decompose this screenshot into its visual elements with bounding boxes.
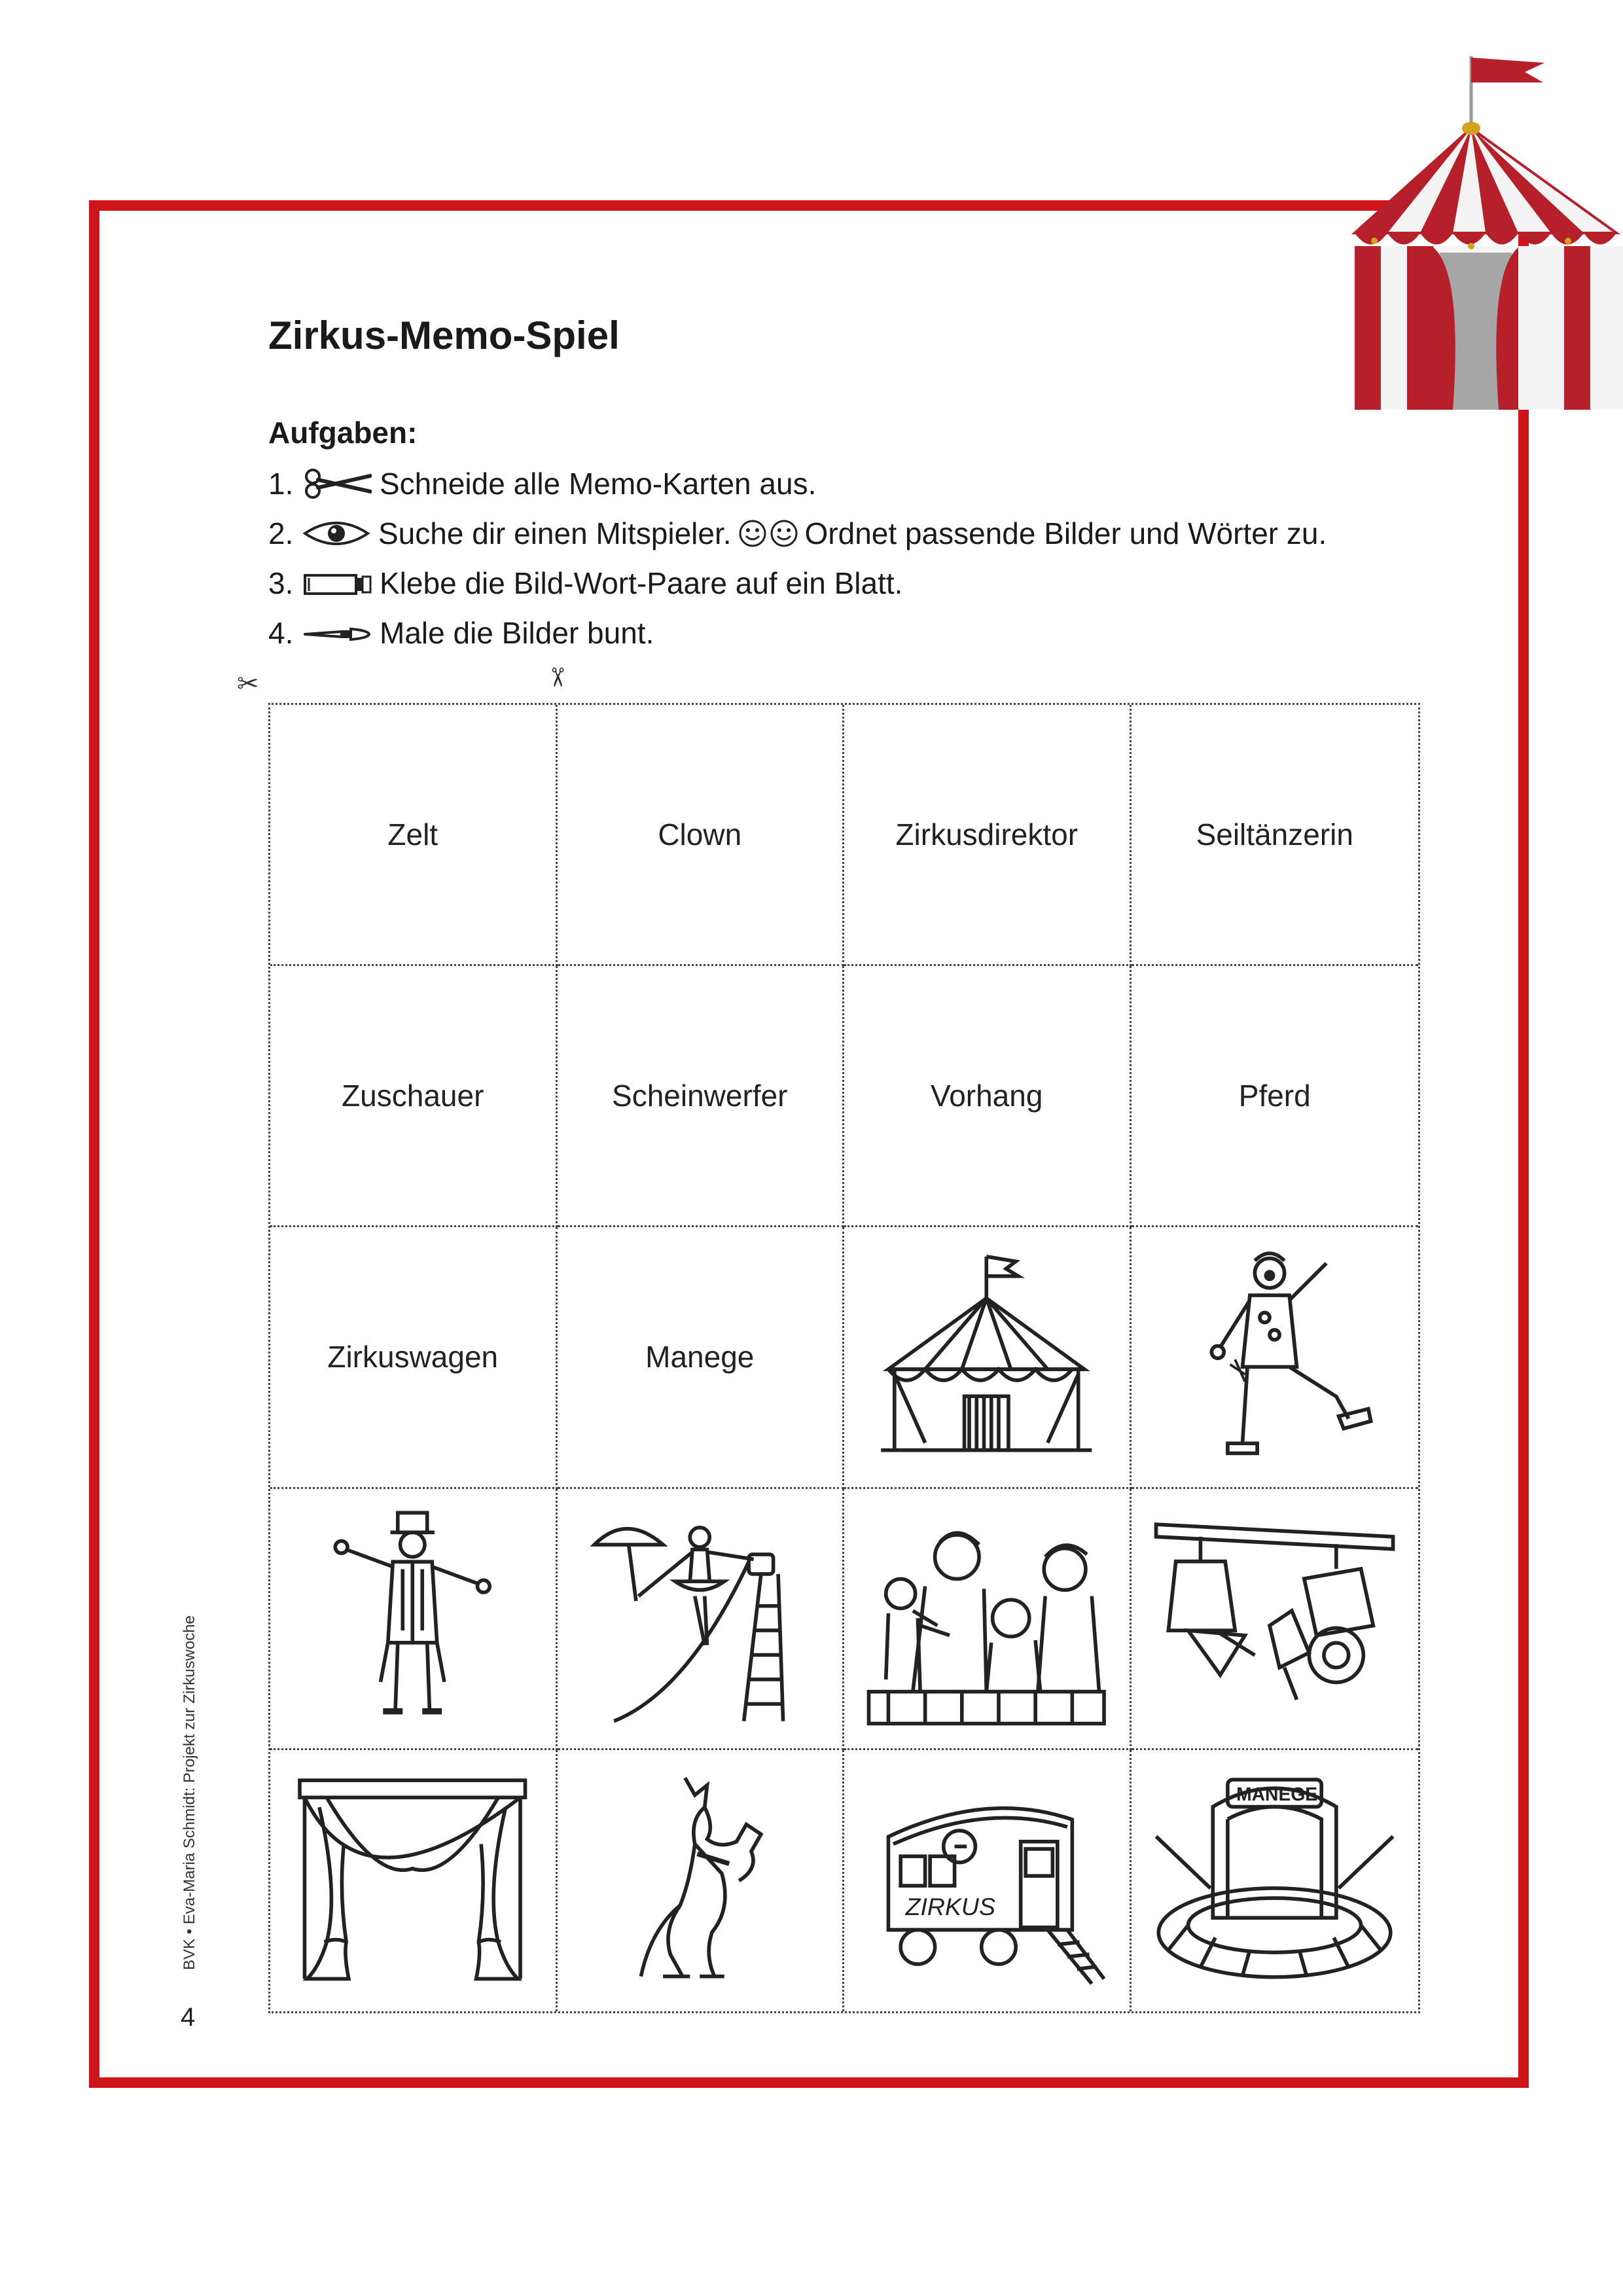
memo-card-picture [1132, 1750, 1419, 2011]
task-number: 4. [268, 616, 294, 650]
card-word: Vorhang [931, 1079, 1043, 1113]
memo-card-word [844, 705, 1132, 966]
memo-card-word [270, 1227, 558, 1488]
paintbrush-icon [302, 617, 372, 649]
spotlights-icon [1151, 1507, 1398, 1730]
card-word: Clown [658, 817, 742, 852]
memo-card-picture [558, 1750, 845, 2011]
task-text: Klebe die Bild-Wort-Paare auf ein Blatt. [380, 566, 903, 600]
card-word: Manege [645, 1340, 755, 1374]
memo-card-word [1132, 705, 1419, 966]
circus-ring-icon [1151, 1768, 1398, 1993]
page-number: 4 [181, 2003, 196, 2032]
memo-card-word [270, 705, 558, 966]
task-1 [268, 461, 816, 507]
side-credit: BVK • Eva-Maria Schmidt: Projekt zur Zirkuswoche [181, 1615, 198, 1970]
task-text-after: Ordnet passende Bilder und Wörter zu. [804, 516, 1327, 550]
memo-card-picture [844, 1489, 1132, 1750]
wagon-sign-text: ZIRKUS [906, 1892, 996, 1920]
worksheet-title: Zirkus-Memo-Spiel [268, 314, 620, 357]
circus-tent-icon [864, 1246, 1109, 1469]
tightrope-walker-icon [577, 1507, 823, 1730]
task-text: Schneide alle Memo-Karten aus. [380, 467, 817, 501]
ring-sign-text: MANEGE [1236, 1783, 1318, 1804]
memo-card-word [844, 966, 1132, 1227]
task-text-before: Suche dir einen Mitspieler. [378, 516, 732, 550]
card-word: Zirkusdirektor [895, 817, 1079, 852]
task-4 [268, 610, 654, 656]
memo-card-word [1132, 966, 1419, 1227]
task-number: 1. [268, 467, 294, 501]
memo-card-picture [270, 1750, 558, 2011]
memo-card-word [270, 966, 558, 1227]
card-word: Seiltänzerin [1196, 817, 1353, 852]
cut-mark-scissors-icon: ✂ [237, 670, 259, 698]
scissors-icon [302, 468, 372, 499]
memo-card-picture [844, 1227, 1132, 1488]
task-3 [268, 560, 902, 606]
task-number: 2. [268, 516, 294, 550]
card-word: Scheinwerfer [612, 1079, 788, 1113]
card-word: Zirkuswagen [327, 1340, 499, 1374]
rearing-horse-icon [577, 1768, 823, 1993]
memo-card-word [558, 705, 845, 966]
task-number: 3. [268, 566, 294, 600]
circus-tent-decoration-icon [1348, 56, 1623, 410]
tasks-heading: Aufgaben: [268, 416, 418, 450]
glue-tube-icon [302, 567, 372, 599]
memo-card-picture [844, 1750, 1132, 2011]
memo-card-picture [558, 1489, 845, 1750]
card-word: Zelt [387, 817, 438, 852]
memo-card-picture [1132, 1227, 1419, 1488]
card-word: Zuschauer [342, 1079, 484, 1113]
clown-icon [1151, 1246, 1398, 1469]
memo-card-picture [270, 1489, 558, 1750]
memo-card-grid [268, 703, 1420, 2013]
card-word: Pferd [1238, 1079, 1311, 1113]
stage-curtain-icon [290, 1768, 535, 1993]
eye-icon [302, 518, 370, 549]
ringmaster-icon [290, 1507, 535, 1730]
memo-card-word [558, 1227, 845, 1488]
task-2 [268, 511, 1327, 556]
audience-icon [864, 1507, 1109, 1730]
memo-card-picture [1132, 1489, 1419, 1750]
task-text: Male die Bilder bunt. [380, 616, 654, 650]
circus-wagon-icon [864, 1768, 1109, 1993]
cut-mark-scissors-icon: ✂ [542, 666, 571, 689]
two-smileys-icon [738, 519, 798, 548]
memo-card-word [558, 966, 845, 1227]
